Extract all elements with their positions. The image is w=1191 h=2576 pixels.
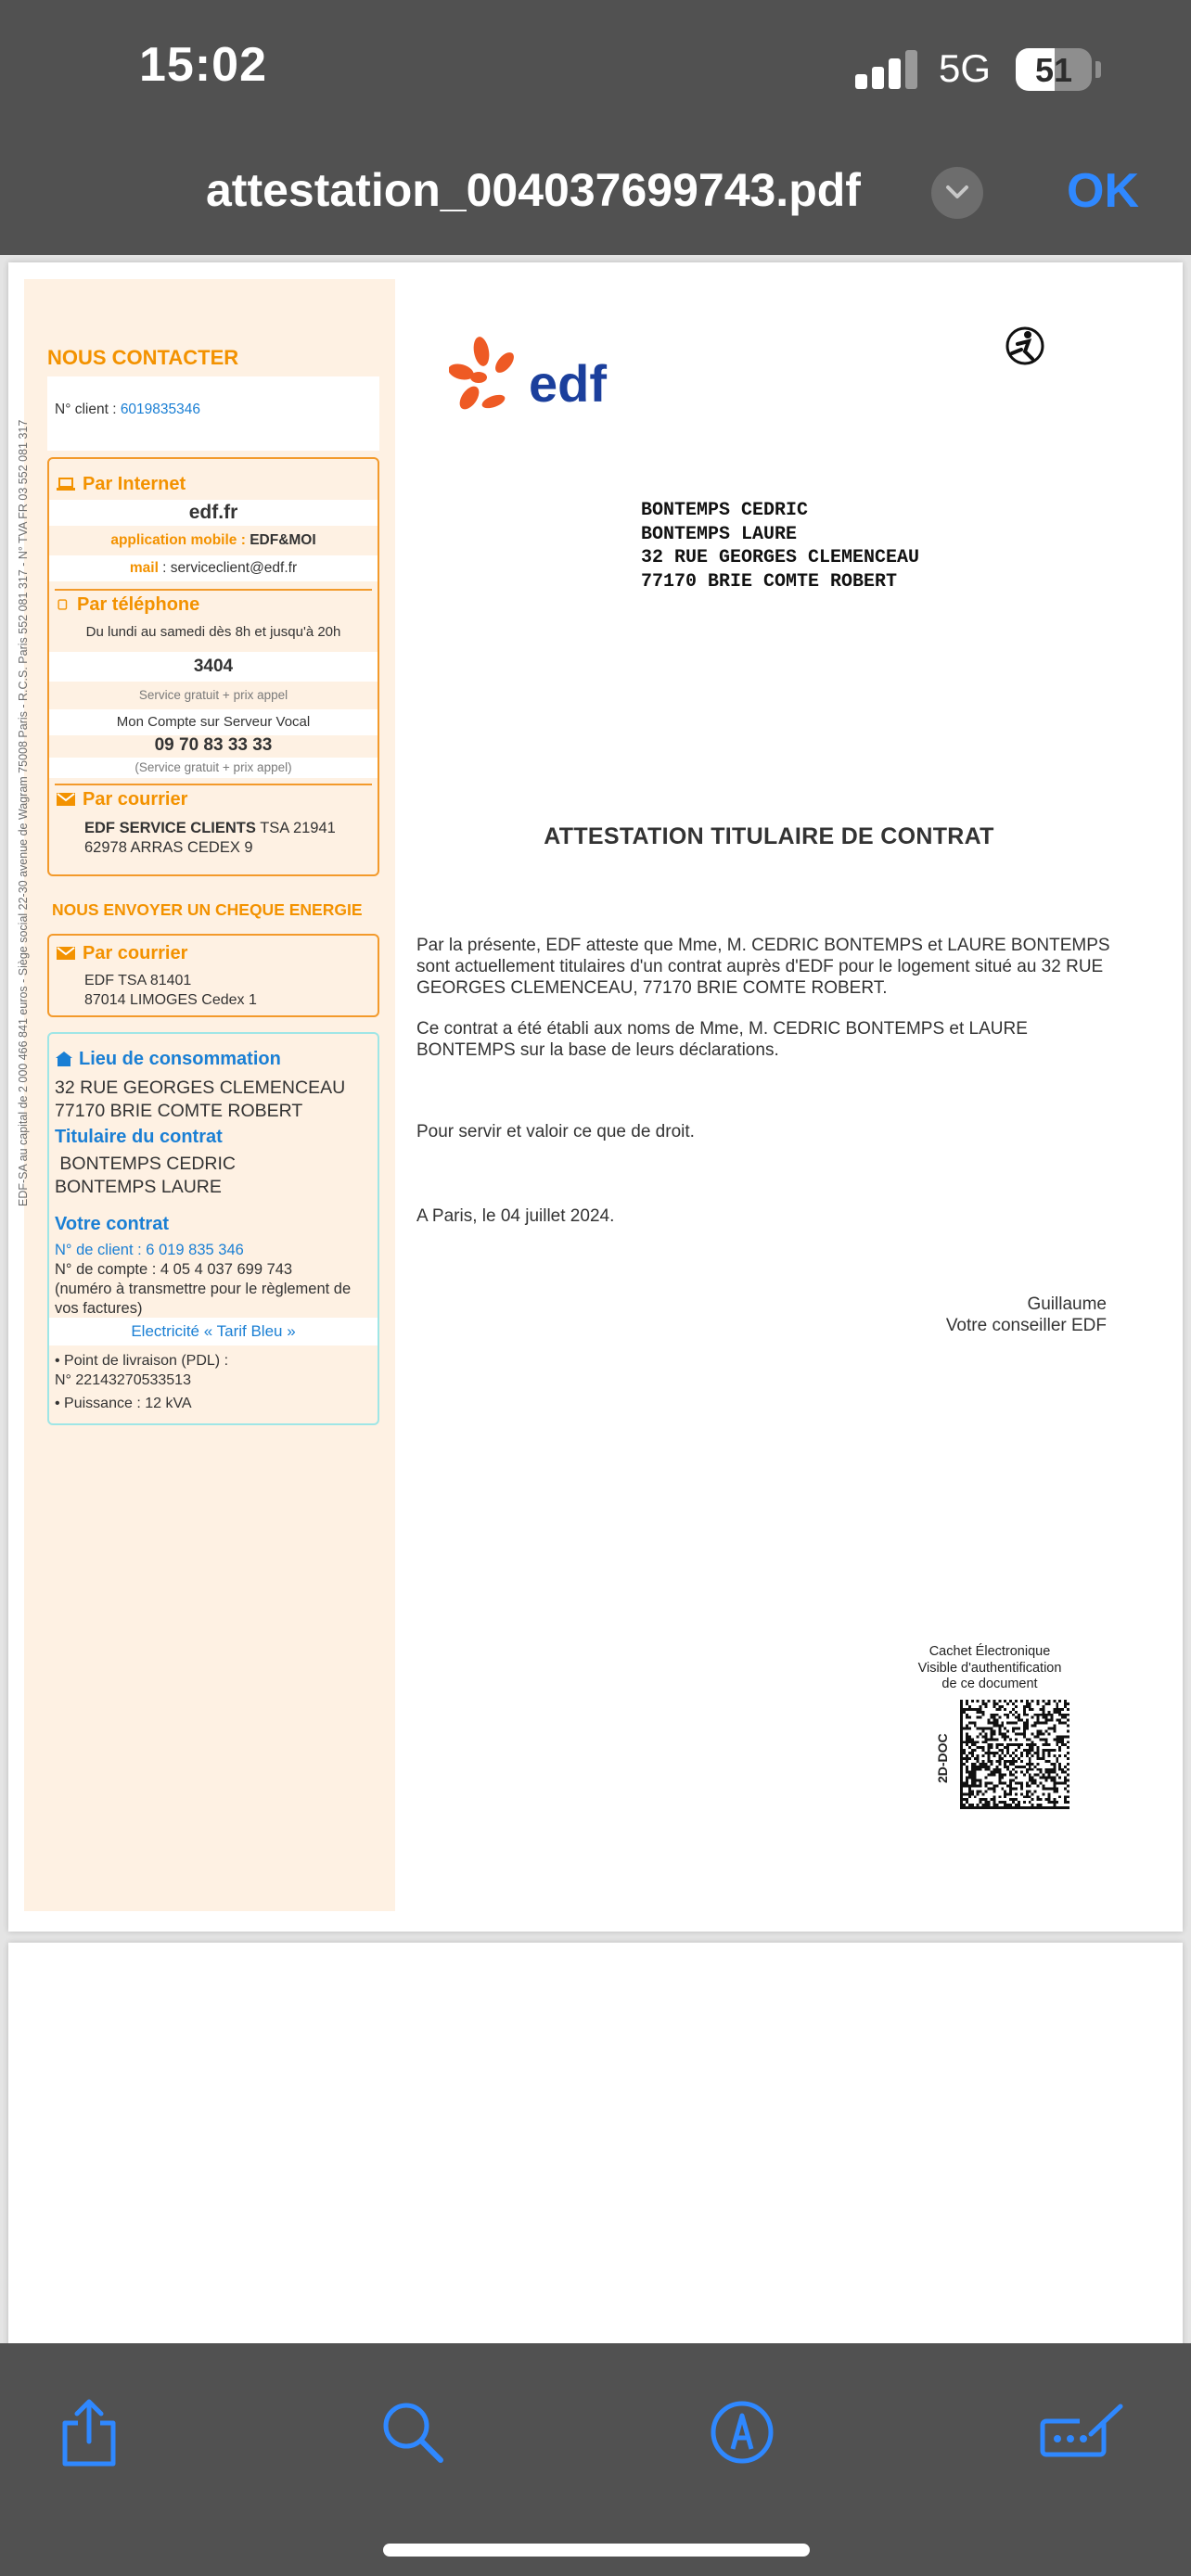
paragraph-attestation: Par la présente, EDF atteste que Mme, M. CEDRIC BONTEMPS et LAURE BONTEMPS sont actuellement titulaires d'un contrat auprès d'EDF pour le logement situé au 32 RUE GEORGES CLEMENCEAU, 77170 BRIE COMTE ROBERT. [416, 936, 1110, 998]
signal-icon [855, 45, 920, 89]
electronic-seal-caption: Cachet Électronique Visible d'authentification de ce document [917, 1644, 1062, 1691]
contract-client-number: N° de client : 6 019 835 346 [55, 1242, 244, 1258]
contract-box [47, 1032, 379, 1425]
site-address: 32 RUE GEORGES CLEMENCEAU 77170 BRIE COMTE ROBERT [55, 1078, 346, 1121]
power-value: • Puissance : 12 kVA [55, 1396, 192, 1411]
client-label: N° client : [55, 402, 121, 417]
divider [55, 784, 372, 785]
contact-sidebar [17, 279, 395, 1911]
chevron-down-icon [944, 183, 970, 203]
tariff-label: Electricité « Tarif Bleu » [49, 1318, 378, 1345]
phone-number[interactable]: 3404 [49, 652, 378, 682]
client-box [47, 376, 379, 451]
envelope-icon [57, 792, 75, 807]
document-heading: ATTESTATION TITULAIRE DE CONTRAT [544, 823, 994, 849]
battery-icon [1016, 48, 1092, 91]
envelope-icon [57, 946, 75, 961]
phone-icon [57, 595, 70, 614]
pdl-block: • Point de livraison (PDL) : N° 22143270533513 [55, 1353, 229, 1388]
title-bar [0, 139, 1191, 255]
mail-address-block: EDF SERVICE CLIENTS TSA 21941 62978 ARRAS CEDEX 9 [84, 820, 336, 856]
voice-server-number[interactable]: 09 70 83 33 33 [154, 735, 273, 755]
search-icon[interactable] [376, 2395, 450, 2469]
voice-server-label: Mon Compte sur Serveur Vocal [49, 709, 378, 735]
network-type: 5G [939, 46, 992, 90]
recipient-address: BONTEMPS CEDRIC BONTEMPS LAURE 32 RUE GEORGES CLEMENCEAU 77170 BRIE COMTE ROBERT [641, 500, 920, 593]
logo-wordmark: edf [529, 354, 607, 413]
holder-heading: Titulaire du contrat [55, 1127, 223, 1147]
battery-percent: 51 [1034, 51, 1073, 89]
app-label: application mobile : [110, 532, 250, 548]
done-button[interactable]: OK [1067, 164, 1139, 218]
phone-note: Service gratuit + prix appel [138, 688, 288, 702]
contract-heading: Votre contrat [55, 1214, 169, 1234]
share-icon[interactable] [52, 2395, 126, 2469]
contact-methods-box [47, 457, 379, 876]
pdf-page-2 [8, 1943, 1183, 2343]
edf-flower-icon [449, 337, 634, 420]
cheque-address: EDF TSA 81401 87014 LIMOGES Cedex 1 [84, 973, 257, 1008]
legal-footer-text: EDF-SA au capital de 2 000 466 841 euros - Siège social 22-30 avenue de Wagram 75008 Paris - R.C.S. Paris 552 081 317 - N° TVA FR 03 552 081 317 [17, 419, 30, 1206]
status-bar [0, 0, 1191, 139]
datamatrix-code [960, 1700, 1069, 1809]
pdf-page [8, 262, 1183, 1932]
document-title[interactable]: attestation_004037699743.pdf [206, 164, 861, 216]
title-menu-button[interactable] [931, 167, 983, 219]
voice-note: (Service gratuit + prix appel) [49, 758, 378, 778]
contact-heading: NOUS CONTACTER [47, 346, 239, 369]
internet-section-title: Par Internet [57, 474, 186, 495]
twod-doc-label: 2D-DOC [935, 1733, 950, 1783]
home-indicator[interactable] [383, 2544, 810, 2557]
app-name: EDF&MOI [250, 532, 316, 548]
divider [55, 589, 372, 591]
phone-section-title: Par téléphone [57, 594, 199, 616]
client-number: 6019835346 [120, 402, 201, 417]
paragraph-validity: Pour servir et valoir ce que de droit. [416, 1122, 695, 1141]
house-icon [55, 1051, 73, 1067]
holder-names: BONTEMPS CEDRIC BONTEMPS LAURE [55, 1154, 237, 1197]
accessibility-icon [1005, 325, 1045, 371]
edf-logo [449, 337, 634, 425]
cheque-mail-title: Par courrier [57, 943, 187, 964]
clock: 15:02 [139, 38, 267, 92]
site-heading: Lieu de consommation [55, 1049, 281, 1070]
mail-label: mail [129, 560, 159, 576]
pdf-viewer[interactable] [0, 255, 1191, 2343]
website-link[interactable]: edf.fr [49, 500, 378, 526]
phone-hours: Du lundi au samedi dès 8h et jusqu'à 20h [85, 624, 341, 640]
letter-date: A Paris, le 04 juillet 2024. [416, 1206, 615, 1226]
markup-icon[interactable] [705, 2395, 779, 2469]
paragraph-contract: Ce contrat a été établi aux noms de Mme, M. CEDRIC BONTEMPS et LAURE BONTEMPS sur la base de leurs déclarations. [416, 1019, 1028, 1060]
cheque-box [47, 934, 379, 1017]
laptop-icon [57, 477, 75, 491]
cheque-heading: NOUS ENVOYER UN CHEQUE ENERGIE [52, 900, 363, 919]
mail-address[interactable]: : serviceclient@edf.fr [158, 560, 298, 576]
mail-section-title: Par courrier [57, 789, 187, 810]
sign-form-icon[interactable] [1039, 2395, 1128, 2469]
contract-account: N° de compte : 4 05 4 037 699 743 (numéro à transmettre pour le règlement de vos factures) [55, 1261, 352, 1317]
signature-name: Guillaume [1027, 1294, 1107, 1314]
battery-tip [1095, 61, 1101, 78]
signature-role: Votre conseiller EDF [945, 1316, 1107, 1335]
bottom-toolbar [0, 2343, 1191, 2576]
